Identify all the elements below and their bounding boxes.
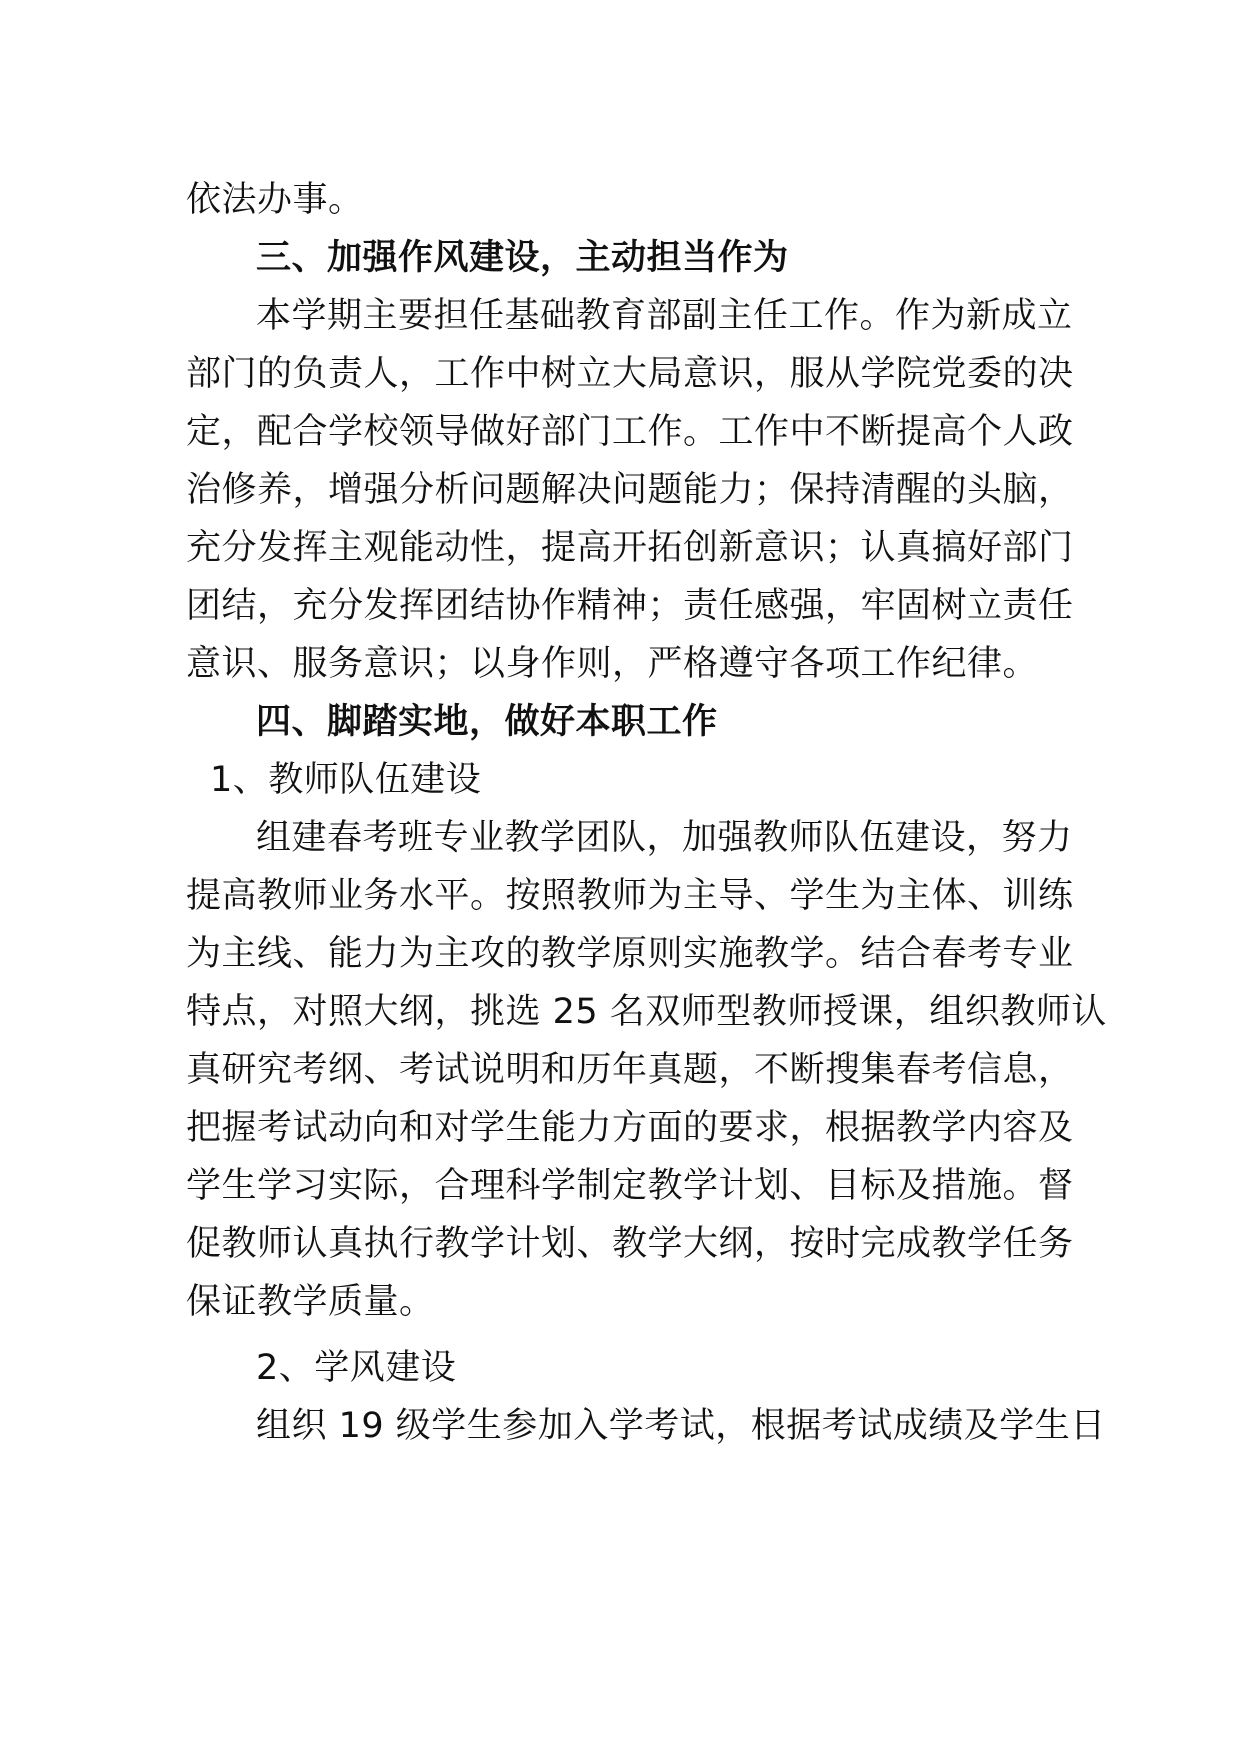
paragraph-line: 为主线、能力为主攻的教学原则实施教学。结合春考专业 — [186, 934, 1074, 974]
paragraph-line: 学生学习实际，合理科学制定教学计划、目标及措施。督 — [186, 1166, 1074, 1206]
paragraph-line: 充分发挥主观能动性，提高开拓创新意识；认真搞好部门 — [186, 528, 1074, 568]
paragraph-line: 部门的负责人，工作中树立大局意识，服从学院党委的决 — [186, 354, 1074, 394]
paragraph-line: 团结，充分发挥团结协作精神；责任感强，牢固树立责任 — [186, 586, 1074, 626]
paragraph-line: 治修养，增强分析问题解决问题能力；保持清醒的头脑， — [186, 470, 1074, 510]
paragraph-line: 定，配合学校领导做好部门工作。工作中不断提高个人政 — [186, 412, 1074, 452]
paragraph-line: 真研究考纲、考试说明和历年真题，不断搜集春考信息， — [186, 1050, 1074, 1090]
section-heading-3: 三、加强作风建设，主动担当作为 — [256, 238, 789, 278]
paragraph-line: 提高教师业务水平。按照教师为主导、学生为主体、训练 — [186, 876, 1074, 916]
paragraph-line: 组建春考班专业教学团队，加强教师队伍建设，努力 — [256, 818, 1073, 858]
paragraph-line: 意识、服务意识；以身作则，严格遵守各项工作纪律。 — [186, 644, 1039, 684]
paragraph-line: 促教师认真执行教学计划、教学大纲，按时完成教学任务 — [186, 1224, 1074, 1264]
subsection-heading-1: 1、教师队伍建设 — [210, 760, 482, 800]
subsection-heading-2: 2、学风建设 — [256, 1348, 457, 1388]
paragraph-line: 组织 19 级学生参加入学考试，根据考试成绩及学生日 — [256, 1406, 1106, 1446]
paragraph-line: 保证教学质量。 — [186, 1282, 435, 1322]
section-heading-4: 四、脚踏实地，做好本职工作 — [256, 702, 718, 742]
paragraph-line: 特点，对照大纲，挑选 25 名双师型教师授课，组织教师认 — [186, 992, 1107, 1032]
paragraph-line: 把握考试动向和对学生能力方面的要求，根据教学内容及 — [186, 1108, 1074, 1148]
paragraph-line: 本学期主要担任基础教育部副主任工作。作为新成立 — [256, 296, 1073, 336]
paragraph-line: 依法办事。 — [186, 180, 364, 220]
